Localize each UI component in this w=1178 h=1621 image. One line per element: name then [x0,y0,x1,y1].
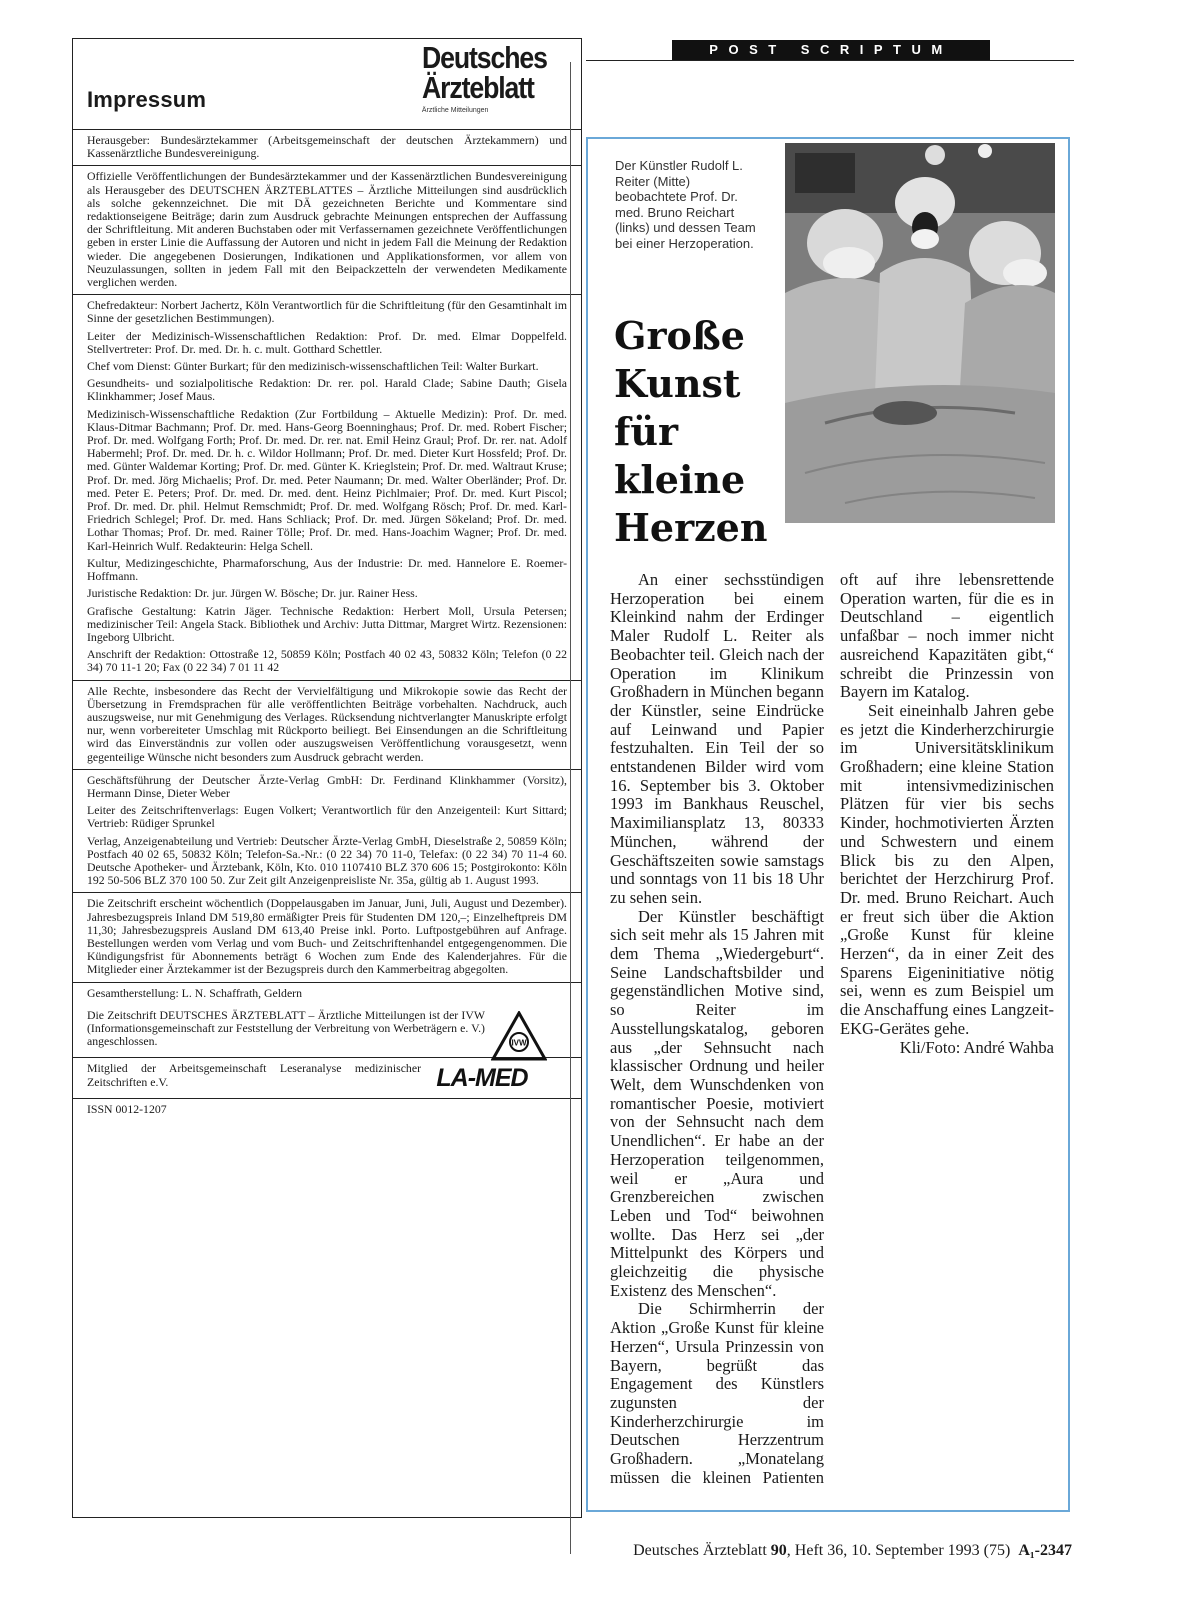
impressum-paragraph: Chef vom Dienst: Günter Burkart; für den medizinisch-wissenschaftlichen Teil: Walter Burkart. [87,359,539,374]
ivw-text: Die Zeitschrift DEUTSCHES ÄRZTEBLATT – Ärztliche Mitteilungen ist der IVW (Informationsgemeinschaft zur Feststellung der Verbreitung von Werbeträgern e. V.) angeschlossen. [87,1007,485,1049]
lamed-logo-text: LA-MED [436,1064,528,1091]
impressum-section [73,983,581,1005]
article-box [586,137,1070,1512]
impressum-paragraph: Juristische Redaktion: Dr. jur. Jürgen W. Bösche; Dr. jur. Rainer Hess. [87,586,418,601]
impressum-paragraph: Geschäftsführung der Deutscher Ärzte-Verlag GmbH: Dr. Ferdinand Klinkhammer (Vorsitz), Hermann Dinse, Dieter Weber [87,772,567,800]
headline-line: Kunst [614,361,741,406]
headline-line: Große [614,313,745,358]
ivw-section [73,1005,581,1059]
impressum-paragraph: Chefredakteur: Norbert Jachertz, Köln Verantwortlich für die Schriftleitung (für den Gesamtinhalt im Sinne der gesetzlichen Bestimmungen). [87,298,567,326]
article-paragraph: Die Schirmherrin der Aktion „Große Kunst für kleine Herzen“, Ursula Prinzessin von Bayern, begrüßt das Engagement des Künstlers zugunsten der Kinderherzchirurgie im Deutschen Herzzentrum Großhadern. „Monatelang müssen die kleinen Patienten oft auf ihre lebensrettende Operation warten, für die es in Deutschland – eigentlich unfaßbar – noch immer nicht ausreichend Kapazitäten gibt,“ schreibt die Prinzessin von Bayern im Katalog. [610,570,1054,1487]
impressum-section [73,681,581,770]
impressum-paragraph: Leiter der Medizinisch-Wissenschaftlichen Redaktion: Prof. Dr. med. Elmar Doppelfeld. Stellvertreter: Prof. Dr. med. Dr. h. c. mult. Gotthard Schettler. [87,328,567,356]
issn: ISSN 0012-1207 [87,1101,167,1116]
journal-logo-line2: Ärzteblatt [421,70,534,105]
article-paragraph: Der Künstler beschäftigt sich seit mehr als 15 Jahren mit dem Thema „Wiedergeburt“. Seine Landschaftsbilder und gegenständlichen Motive sind, so Reiter im Ausstellungskatalog, geboren aus „der Sehnsucht nach klassischer Ordnung und heiler Welt, dem Wunschdenken von romantischer Poesie, motiviert von der Sehnsucht nach dem Unendlichen“. Er habe an der Herzoperation teilgenommen, weil er „Aura und Grenzbereichen zwischen Leben und Tod“ beiwohnen wollte. Das Herz sei „der Mittelpunkt des Körpers und gleichzeitig die physische Existenz des Menschen“. [610,906,824,1300]
lamed-section [73,1058,581,1098]
headline-line: für [614,409,678,454]
impressum-paragraph: Grafische Gestaltung: Katrin Jäger. Technische Redaktion: Herbert Moll, Ursula Petersen; medizinischer Teil: Angela Stack. Bibliothek und Archiv: Jutta Dittmar, Margret Wirtz. Rezensionen: Ingeborg Ulbricht. [87,603,567,644]
footer-page-number: A₁-2347 [1018,1542,1072,1559]
impressum-paragraph: Anschrift der Redaktion: Ottostraße 12, 50859 Köln; Postfach 40 02 43, 50832 Köln; Telefon (0 22 34) 70 11-1 20; Fax (0 22 34) 7 01 11 42 [87,647,567,675]
journal-logo [421,40,567,114]
impressum-sections [73,130,581,1005]
footer-volume: 90 [770,1542,787,1559]
footer-journal: Deutsches Ärzteblatt [633,1542,767,1559]
impressum-paragraph: Gesamtherstellung: L. N. Schaffrath, Geldern [87,985,303,1000]
post-scriptum-label: POST SCRIPTUM [672,40,990,60]
footer-issue-date: , Heft 36, 10. September 1993 (75) [786,1542,1011,1559]
surgery-photo [785,143,1055,523]
impressum-section [73,166,581,295]
impressum-section [73,295,581,680]
impressum-paragraph: Kultur, Medizingeschichte, Pharmaforschung, Aus der Industrie: Dr. med. Hannelore E. Roemer-Hoffmann. [87,555,567,584]
article-paragraph: An einer sechsstündigen Herzoperation bei einem Kleinkind nahm der Erdinger Maler Rudolf L. Reiter als Beobachter teil. Gleich nach der Operation im Klinikum Großhadern in München begann der Künstler, seine Eindrücke auf Leinwand und Papier festzuhalten. Ein Teil der so entstandenen Bilder wird vom 16. September bis 3. Oktober 1993 im Bankhaus Reuschel, Maximiliansplatz 13, 80333 München, während der Geschäftszeiten sowie samstags und sonntags von 11 bis 18 Uhr zu sehen sein. [610,570,824,907]
impressum-paragraph: Herausgeber: Bundesärztekammer (Arbeitsgemeinschaft der deutschen Ärztekammern) und Kassenärztliche Bundesvereinigung. [87,133,567,161]
impressum-paragraph: Gesundheits- und sozialpolitische Redaktion: Dr. rer. pol. Harald Clade; Sabine Dauth; Gisela Klinkhammer; Josef Maus. [87,376,567,404]
issn-section [73,1099,581,1121]
lamed-text: Mitglied der Arbeitsgemeinschaft Leseranalyse medizinischer Zeitschriften e.V. [87,1061,421,1089]
page-footer [520,1542,1072,1560]
article-paragraph: Seit eineinhalb Jahren gebe es jetzt die Kinderherzchirurgie im Universitätsklinikum Großhadern; eine kleine Station mit intensivmedizinischen Plätzen für vier bis sechs Kinder, hochmotivierten Ärzten und Schwestern und einem Blick bis zu den Alpen, berichtet der Herzchirurg Prof. Dr. med. Bruno Reichart. Auch er freut sich über die Aktion „Große Kunst für kleine Herzen“, da in einer Zeit des Sparens Eigeninitiative nötig sei, wenn es zum Beispiel um die Anschaffung eines Langzeit-EKG-Gerätes gehe. [840,700,1054,1038]
impressum-paragraph: Offizielle Veröffentlichungen der Bundesärztekammer und der Kassenärztlichen Bundesvereinigung als Herausgeber des DEUTSCHEN ÄRZTEBLATTES – Ärztliche Mitteilungen sind ausdrücklich als solche gekennzeichnet. Die mit DÄ gezeichneten Berichte und Kommentare sind redaktionseigene Beiträge; darin zum Ausdruck gebrachte Meinungen entsprechen der Auffassung der Schriftleitung. Mit anderen Buchstaben oder mit Verfassernamen gezeichnete Veröffentlichungen geben in erster Linie die Auffassung der Autoren und nicht in jedem Fall die Meinung der Redaktion wieder. Die angegebenen Dosierungen, Indikationen und Applikationsformen, vor allem von Neuzulassungen, sollten in jedem Fall mit den Beipackzetteln der verwendeten Medikamente verglichen werden. [87,169,567,290]
photo-caption: Der Künstler Rudolf L. Reiter (Mitte) beobachtete Prof. Dr. med. Bruno Reichart (links) und dessen Team bei einer Herzoperation. [615,158,756,251]
ivw-logo-icon [491,1011,547,1061]
journal-logo-subtitle: Ärztliche Mitteilungen [421,107,489,114]
headline-line: kleine [614,457,746,502]
column-divider [570,62,571,1554]
impressum-title: Impressum [87,87,207,112]
impressum-paragraph: Die Zeitschrift erscheint wöchentlich (Doppelausgaben im Januar, Juni, Juli, August und Dezember). Jahresbezugspreis Inland DM 519,80 ermäßigter Preis für Studenten DM 120,–; Einzelheftpreis DM 11,30; Jahresbezugspreis Ausland DM 613,40 Preise inkl. Porto. Luftpostgebühren auf Anfrage. Bestellungen werden vom Verlag und vom Buch- und Zeitschriftenhandel entgegengenommen. Die Kündigungsfrist für Abonnements beträgt 6 Wochen zum Ende des Kalenderjahres. Für die Mitglieder einer Ärztekammer ist der Bezugspreis durch den Kammerbeitrag abgegolten. [87,896,567,977]
impressum-paragraph: Leiter des Zeitschriftenverlags: Eugen Volkert; Verantwortlich für den Anzeigenteil: Kurt Sittard; Vertrieb: Rüdiger Sprunkel [87,803,567,831]
impressum-header [73,39,581,130]
impressum-paragraph: Alle Rechte, insbesondere das Recht der Vervielfältigung und Mikrokopie sowie das Recht der Übersetzung in Fremdsprachen für alle veröffentlichten Beiträge vorbehalten. Nachdruck, auch auszugsweise, nur mit Genehmigung des Verlages. Rücksendung nichtverlangter Manuskripte erfolgt nur, wenn vorbereiteter Umschlag mit Rückporto beiliegt. Bei Einsendungen an die Schriftleitung wird das Einverständnis zur vollen oder auszugsweisen Veröffentlichung vorausgesetzt, wenn gegenteilige Wünsche nicht besonders zum Ausdruck gebracht werden. [87,683,567,764]
article-headline [614,312,767,552]
impressum-box [72,38,582,1518]
impressum-paragraph: Verlag, Anzeigenabteilung und Vertrieb: Deutscher Ärzte-Verlag GmbH, Dieselstraße 2, 50859 Köln; Postfach 40 02 65, 50832 Köln; Telefon-Sa.-Nr.: (0 22 34) 70 11-0, Telefax: (0 22 34) 70 11-4 60. Deutsche Apotheker- und Ärztebank, Köln, Kto. 010 1107410 BLZ 370 606 15; Postgirokonto: Köln 192 50-506 BLZ 370 100 50. Zur Zeit gilt Anzeigenpreisliste Nr. 35a, gültig ab 1. August 1993. [87,833,567,888]
impressum-section [73,130,581,166]
headline-line: Herzen [614,505,768,550]
photo-credit: Kli/Foto: André Wahba [899,1037,1054,1057]
ivw-logo-text: IVW [511,1038,527,1048]
journal-logo-line1: Deutsches [421,40,547,75]
impressum-paragraph: Medizinisch-Wissenschaftliche Redaktion (Zur Fortbildung – Aktuelle Medizin): Prof. Dr. med. Klaus-Ditmar Bachmann; Prof. Dr. med. Hans-Georg Boenninghaus; Prof. Dr. med. Robert Fischer; Prof. Dr. med. Wolfgang Forth; Prof. Dr. med. Dr. rer. nat. Emil Heinz Graul; Prof. Dr. rer. nat. Adolf Habermehl; Prof. Dr. med. Dr. h. c. Wildor Hollmann; Prof. Dr. med. Dieter Kurt Hossfeld; Prof. Dr. med. Günter Waldemar Korting; Prof. Dr. med. Günter K. Krieglstein; Prof. Dr. med. Waltraut Kruse; Prof. Dr. med. Jörg Michaelis; Prof. Dr. med. Peter Naumann; Dr. med. Walter Oberländer; Prof. Dr. med. Peter E. Peters; Prof. Dr. med. Dr. med. dent. Heinz Pichlmaier; Prof. Dr. med. Kurt Piscol; Prof. Dr. med. Dr. phil. Helmut Remschmidt; Prof. Dr. med. Wolfgang Rösch; Prof. Dr. med. Karl-Friedrich Schlegel; Prof. Dr. med. Hans Schliack; Prof. Dr. med. Jürgen Sökeland; Prof. Dr. med. Lothar Thomas; Prof. Dr. med. Rainer Tölle; Prof. Dr. med. Hans-Joachim Wagner; Prof. Dr. med. Karl-Heinrich Wulf. Redakteurin: Helga Schell. [87,406,567,553]
impressum-section [73,893,581,982]
article-body [610,571,1054,1501]
impressum-section [73,770,581,894]
post-scriptum-rule [586,60,1074,61]
lamed-logo-icon [427,1064,537,1090]
